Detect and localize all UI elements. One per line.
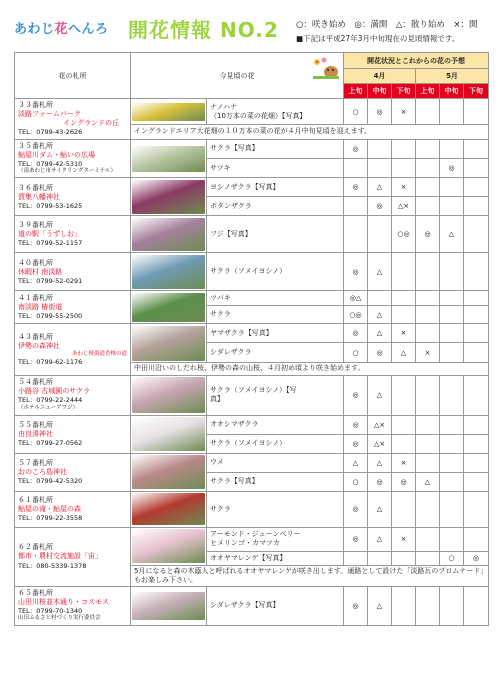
flower-name-cell: [207, 178, 344, 197]
place-number: ５７番札所: [18, 458, 53, 467]
forecast-mark: ◎: [344, 139, 368, 158]
forecast-mark: [416, 453, 440, 472]
forecast-mark: [464, 159, 489, 178]
place-tel: TEL：0799-53-1625: [18, 201, 83, 210]
forecast-mark: △: [368, 375, 392, 415]
forecast-mark: [440, 178, 464, 197]
flower-photo: [132, 218, 205, 251]
forecast-mark: [392, 375, 416, 415]
flower-photo: [132, 417, 205, 451]
forecast-mark: △: [368, 527, 392, 551]
forecast-mark: ×: [392, 324, 416, 343]
forecast-mark: [464, 197, 489, 216]
header-forecast: 開花状況とこれからの花の予想: [344, 53, 489, 69]
place-name: 由良湊神社: [18, 429, 53, 438]
place-comment: 中田川沿いのしだれ桜、伊勢の森の山桜、４月初め頃より咲き始めます。: [131, 363, 489, 375]
forecast-mark: ○: [344, 99, 368, 125]
flower-name: ウメ: [210, 458, 224, 467]
forecast-mark: [440, 139, 464, 158]
flower-name: シダレザクラ: [210, 348, 252, 357]
forecast-mark: [464, 216, 489, 253]
logo-text-b: 花: [54, 22, 69, 37]
forecast-mark: ◎: [344, 491, 368, 527]
forecast-mark: ◎: [344, 375, 368, 415]
flower-name: サクラ: [210, 310, 231, 319]
forecast-mark: [416, 139, 440, 158]
forecast-mark: △: [416, 472, 440, 491]
flower-name: シダレザクラ【写真】: [210, 601, 280, 610]
forecast-mark: [464, 375, 489, 415]
forecast-mark: [464, 472, 489, 491]
forecast-mark: [464, 453, 489, 472]
page-header: [0, 0, 500, 56]
forecast-mark: [392, 159, 416, 178]
photo-cell: [131, 375, 207, 415]
place-name: 道の駅「うずしお」: [18, 230, 81, 239]
forecast-mark: △×: [392, 197, 416, 216]
flower-name-cell: [207, 415, 344, 434]
forecast-mark: [416, 306, 440, 324]
flower-name-cell: [207, 551, 344, 565]
table-row: [15, 139, 489, 158]
forecast-mark: [416, 99, 440, 125]
photo-cell: [131, 253, 207, 291]
flower-name: サクラ【写真】: [210, 144, 259, 153]
table-row: [15, 375, 489, 415]
forecast-mark: △: [368, 324, 392, 343]
forecast-mark: [416, 434, 440, 453]
forecast-mark: [416, 375, 440, 415]
place-tel: TEL：0799-62-1176: [18, 357, 83, 366]
place-tel: TEL：0799-70-1340: [18, 606, 83, 615]
forecast-mark: [416, 291, 440, 306]
flower-name-cell: [207, 491, 344, 527]
forecast-mark: [416, 178, 440, 197]
place-number: ３５番札所: [18, 141, 53, 150]
photo-cell: [131, 491, 207, 527]
forecast-mark: [464, 343, 489, 363]
place-subtitle: 山田ふるさと村づくり実行委員会: [18, 615, 101, 622]
place-cell: [15, 453, 131, 491]
place-tel: TEL：0799-52-1157: [18, 239, 83, 248]
forecast-mark: [464, 586, 489, 625]
table-row: [15, 178, 489, 197]
forecast-mark: [464, 253, 489, 291]
forecast-mark: [392, 551, 416, 565]
place-tel: TEL：0799-22-2444: [18, 396, 83, 405]
forecast-mark: [440, 197, 464, 216]
flower-name-2: 真】: [210, 395, 224, 404]
forecast-mark: [416, 415, 440, 434]
header-month-may: 5月: [416, 69, 489, 84]
place-number: ５５番札所: [18, 420, 53, 429]
flower-name: ボタンザクラ: [210, 201, 252, 210]
forecast-mark: ◎: [368, 343, 392, 363]
awaji-hana-henro-logo: [14, 18, 109, 37]
info-note: ■下記は平成27年3月中旬現在の見頃情報です。: [296, 34, 460, 43]
forecast-mark: [344, 197, 368, 216]
header-month-april: 4月: [344, 69, 416, 84]
flower-name: サツキ: [210, 163, 231, 172]
mark-legend: ○：咲き始め ◎：満開 △：散り始め ×：開: [296, 20, 478, 30]
forecast-mark: [416, 197, 440, 216]
place-name-2: イングランドの丘: [63, 119, 119, 128]
flower-name: ヤマザクラ【写真】: [210, 328, 273, 337]
place-number: ４３番札所: [18, 332, 53, 341]
photo-cell: [131, 216, 207, 253]
forecast-mark: ◎: [416, 216, 440, 253]
forecast-mark: ×: [392, 178, 416, 197]
table-row: [15, 586, 489, 625]
table-row: [15, 491, 489, 527]
forecast-mark: [440, 375, 464, 415]
forecast-mark: [392, 306, 416, 324]
flower-photo: [132, 493, 205, 525]
photo-cell: [131, 178, 207, 216]
table-row: [15, 453, 489, 472]
header-decade: 下旬: [392, 84, 416, 99]
place-tel: TEL：0799-52-0291: [18, 276, 83, 285]
forecast-mark: △: [440, 216, 464, 253]
flower-name-cell: [207, 253, 344, 291]
forecast-mark: [368, 216, 392, 253]
table-body: [15, 99, 489, 626]
place-tel: TEL：0799-55-2500: [18, 312, 83, 321]
forecast-mark: [464, 99, 489, 125]
flower-name-2: （10万本の菜の花畑）【写真】: [210, 111, 307, 120]
forecast-mark: △: [368, 178, 392, 197]
forecast-mark: [416, 551, 440, 565]
forecast-mark: [344, 216, 368, 253]
forecast-mark: ◎: [344, 434, 368, 453]
logo-text-a: あわじ: [14, 22, 55, 37]
place-cell: [15, 491, 131, 527]
table-row: [15, 291, 489, 306]
forecast-mark: [440, 472, 464, 491]
flower-photo: [132, 377, 205, 413]
place-name: おのころ島神社: [18, 467, 67, 476]
page-title: 開花情報 NO.2: [128, 18, 279, 42]
forecast-mark: △: [392, 343, 416, 363]
flower-name-cell: [207, 434, 344, 453]
flower-name-cell: [207, 527, 344, 551]
forecast-mark: [440, 306, 464, 324]
place-tel: TEL：0799-42-5310: [18, 159, 83, 168]
forecast-mark: [464, 178, 489, 197]
forecast-mark: [464, 291, 489, 306]
flower-photo: [132, 529, 205, 563]
place-cell: [15, 216, 131, 253]
flower-name: アーモンド・ジューンベリー: [210, 529, 301, 538]
forecast-mark: △×: [368, 434, 392, 453]
place-number: ６５番札所: [18, 588, 53, 597]
place-tel: TEL：0799-22-3558: [18, 513, 83, 522]
forecast-mark: ○: [344, 343, 368, 363]
place-subtitle: （南あわじ市サイクリングターミナル）: [18, 168, 117, 175]
place-name: 伊勢の森神社: [18, 341, 60, 350]
forecast-mark: [464, 491, 489, 527]
place-subtitle: あわじ桜街道香椎の道: [71, 350, 127, 357]
forecast-mark: ◎: [344, 586, 368, 625]
forecast-mark: △: [368, 306, 392, 324]
header-flower-label: 今見頃の花: [219, 71, 255, 80]
forecast-mark: [464, 434, 489, 453]
forecast-mark: [440, 253, 464, 291]
place-name: 淡路ファームパーク: [18, 110, 81, 119]
header-flower: [131, 53, 344, 99]
forecast-mark: ×: [392, 99, 416, 125]
photo-cell: [131, 415, 207, 453]
table-row: [15, 527, 489, 551]
forecast-mark: [392, 253, 416, 291]
flower-name-cell: [207, 343, 344, 363]
place-comment: イングランドエリア大花畑の１０万本の菜の花が４月中旬見頃を迎えます。: [131, 125, 489, 139]
header-decade: 上旬: [344, 84, 368, 99]
flower-name: ナノハナ: [210, 102, 237, 111]
forecast-mark: ◎: [344, 253, 368, 291]
flower-name-cell: [207, 99, 344, 125]
flower-name: サクラ: [210, 504, 231, 513]
place-tel: TEL：0799-43-2626: [18, 128, 83, 137]
forecast-mark: [392, 434, 416, 453]
forecast-mark: [440, 343, 464, 363]
header-place: 花の札所: [15, 53, 131, 99]
forecast-mark: [392, 491, 416, 527]
place-cell: [15, 586, 131, 625]
place-cell: [15, 291, 131, 324]
forecast-mark: [416, 527, 440, 551]
forecast-mark: ○◎: [392, 216, 416, 253]
flower-name-cell: [207, 324, 344, 343]
forecast-mark: [464, 527, 489, 551]
flower-name-cell: [207, 197, 344, 216]
place-number: ３６番札所: [18, 183, 53, 192]
place-cell: [15, 375, 131, 415]
forecast-mark: [392, 291, 416, 306]
place-name: 都市・農村交流施設「宙」: [18, 552, 102, 561]
forecast-mark: △: [368, 253, 392, 291]
flower-name-cell: [207, 472, 344, 491]
forecast-mark: ○: [440, 551, 464, 565]
flower-name-cell: [207, 453, 344, 472]
forecast-mark: ◎: [392, 472, 416, 491]
forecast-mark: ◎: [464, 551, 489, 565]
place-tel: TEL：080-5339-1378: [18, 561, 87, 570]
forecast-mark: ○◎: [344, 306, 368, 324]
place-name: 南淡路 椿街道: [18, 303, 63, 312]
flower-name: フジ【写真】: [210, 229, 252, 238]
forecast-mark: ◎: [368, 197, 392, 216]
place-number: ３３番札所: [18, 101, 53, 109]
forecast-mark: [440, 491, 464, 527]
place-number: ５４番札所: [18, 378, 53, 387]
forecast-mark: [392, 415, 416, 434]
forecast-mark: [416, 491, 440, 527]
forecast-mark: △: [368, 586, 392, 625]
forecast-mark: [440, 453, 464, 472]
forecast-mark: [368, 551, 392, 565]
forecast-mark: ◎: [344, 324, 368, 343]
place-name: 小路谷 古城園のサクラ: [18, 387, 90, 396]
forecast-mark: ○: [344, 472, 368, 491]
logo-text-c: へんろ: [68, 22, 109, 37]
forecast-mark: [464, 415, 489, 434]
forecast-mark: △: [368, 491, 392, 527]
forecast-mark: [464, 324, 489, 343]
flower-name: サクラ（ソメイヨシノ）【写: [210, 385, 297, 394]
photo-cell: [131, 324, 207, 363]
place-cell: [15, 253, 131, 291]
forecast-mark: [464, 306, 489, 324]
photo-cell: [131, 453, 207, 491]
forecast-mark: [392, 139, 416, 158]
flower-name-cell: [207, 216, 344, 253]
table-row: [15, 253, 489, 291]
place-cell: [15, 99, 131, 140]
forecast-mark: ◎: [440, 159, 464, 178]
forecast-mark: [368, 159, 392, 178]
place-number: ４０番札所: [18, 258, 53, 267]
forecast-mark: ×: [416, 343, 440, 363]
flower-name: ツバキ: [210, 293, 231, 302]
place-cell: [15, 324, 131, 375]
place-cell: [15, 139, 131, 178]
forecast-mark: [416, 586, 440, 625]
flower-photo: [132, 255, 205, 289]
forecast-mark: [440, 527, 464, 551]
photo-cell: [131, 527, 207, 565]
flower-photo: [132, 103, 205, 121]
bloom-info-table: [14, 52, 489, 626]
flower-name-cell: [207, 586, 344, 625]
forecast-mark: [440, 324, 464, 343]
flower-name-2: ヒメリンゴ・カマツカ: [210, 539, 280, 548]
place-name: 休暇村 南淡路: [18, 267, 63, 276]
photo-cell: [131, 99, 207, 125]
place-name: 鮎屋川ダム・鮎いの広場: [18, 150, 95, 159]
header-decade: 中旬: [440, 84, 464, 99]
table-row: [15, 415, 489, 434]
forecast-mark: [416, 253, 440, 291]
forecast-mark: [440, 415, 464, 434]
forecast-mark: [344, 159, 368, 178]
flower-name: オオヤマレンゲ【写真】: [210, 553, 287, 562]
forecast-mark: [464, 139, 489, 158]
flower-mascot-icon: [311, 56, 341, 80]
flower-name-cell: [207, 159, 344, 178]
flower-name-cell: [207, 139, 344, 158]
flower-name: オオシマザクラ: [210, 420, 259, 429]
forecast-mark: [392, 586, 416, 625]
forecast-mark: [440, 291, 464, 306]
forecast-mark: ×: [392, 453, 416, 472]
forecast-mark: [368, 139, 392, 158]
place-name: 山田川桜並木通り・コスモス: [18, 597, 109, 606]
forecast-mark: [440, 586, 464, 625]
forecast-mark: [440, 99, 464, 125]
flower-name: サクラ【写真】: [210, 477, 259, 486]
place-cell: [15, 415, 131, 453]
forecast-mark: ◎△: [344, 291, 368, 306]
forecast-mark: △: [368, 453, 392, 472]
forecast-mark: ◎: [344, 527, 368, 551]
flower-name-cell: [207, 375, 344, 415]
place-name: 賀集八幡神社: [18, 192, 60, 201]
photo-cell: [131, 291, 207, 324]
forecast-mark: [440, 434, 464, 453]
forecast-mark: [368, 291, 392, 306]
place-cell: [15, 178, 131, 216]
flower-photo: [132, 146, 205, 172]
place-tel: TEL：0799-27-0562: [18, 438, 83, 447]
flower-name: サクラ（ソメイヨシノ）: [210, 267, 287, 276]
forecast-mark: △: [344, 453, 368, 472]
flower-name: ヨシノザクラ【写真】: [210, 182, 280, 191]
forecast-mark: ◎: [344, 415, 368, 434]
photo-cell: [131, 586, 207, 625]
table-row: [15, 216, 489, 253]
header-decade: 上旬: [416, 84, 440, 99]
forecast-mark: [416, 159, 440, 178]
forecast-mark: [344, 551, 368, 565]
place-number: ３９番札所: [18, 221, 53, 230]
photo-cell: [131, 139, 207, 178]
forecast-mark: △×: [368, 415, 392, 434]
forecast-mark: ◎: [344, 178, 368, 197]
place-subtitle: （ホテルニューアワジ）: [18, 404, 78, 411]
flower-photo: [132, 592, 205, 620]
table-row: [15, 324, 489, 343]
forecast-mark: ◎: [368, 99, 392, 125]
table-row: [15, 99, 489, 125]
flower-name-cell: [207, 306, 344, 324]
place-cell: [15, 527, 131, 586]
flower-name-cell: [207, 291, 344, 306]
flower-name: サクラ（ソメイヨシノ）: [210, 439, 287, 448]
forecast-mark: ◎: [368, 472, 392, 491]
place-number: ６２番札所: [18, 543, 53, 552]
place-number: ４１番札所: [18, 294, 53, 303]
flower-photo: [132, 293, 205, 322]
flower-photo: [132, 455, 205, 489]
place-tel: TEL：0799-42-5320: [18, 476, 83, 485]
header-decade: 中旬: [368, 84, 392, 99]
flower-photo: [132, 180, 205, 214]
header-decade: 下旬: [464, 84, 489, 99]
place-name: 鮎屋の滝・鮎屋の森: [18, 504, 81, 513]
place-number: ６１番札所: [18, 495, 53, 504]
flower-photo: [132, 326, 205, 361]
forecast-mark: ×: [392, 527, 416, 551]
place-comment: 5月になると森の木蔭人と呼ばれるオオヤマレンゲが咲き出します。通路として設けた「淡路瓦のプロムナード」もお楽しみ下さい。: [131, 565, 489, 586]
forecast-mark: [416, 324, 440, 343]
